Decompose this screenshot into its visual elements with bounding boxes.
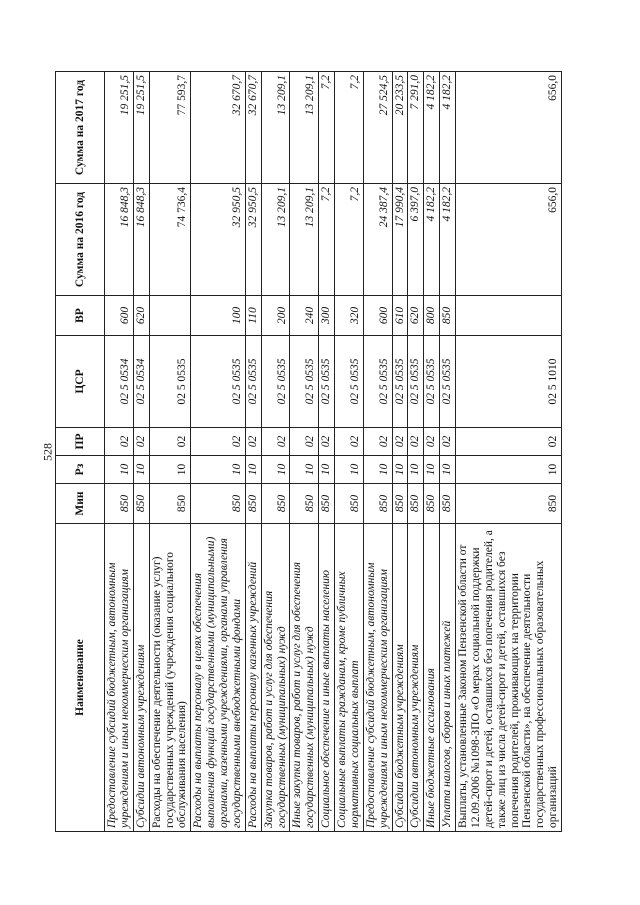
header-csr: ЦСР — [56, 336, 105, 428]
cell-sum2017: 4 182,2 — [440, 72, 456, 184]
budget-table — [55, 71, 562, 832]
cell-pr: 02 — [440, 428, 456, 456]
cell-sum2017: 27 524,5 — [363, 72, 392, 184]
cell-csr: 02 5 0535 — [440, 336, 456, 428]
cell-sum2017: 13 209,1 — [261, 72, 290, 184]
cell-sum2017: 7,2 — [335, 72, 364, 184]
table-row — [335, 72, 364, 832]
cell-min: 850 — [149, 484, 191, 524]
cell-sum2016: 32 950,5 — [191, 184, 246, 296]
cell-name: Социальное обеспечение и иные выплаты населению — [319, 524, 335, 832]
cell-sum2016: 32 950,5 — [245, 184, 261, 296]
cell-name: Иные бюджетные ассигнования — [424, 524, 440, 832]
cell-vr: 610 — [392, 296, 408, 336]
cell-sum2017: 19 251,5 — [133, 72, 149, 184]
cell-vr: 600 — [105, 296, 134, 336]
cell-vr: 300 — [319, 296, 335, 336]
cell-rz: 10 — [335, 456, 364, 484]
table-row — [456, 72, 562, 832]
header-name: Наименование — [56, 524, 105, 832]
page-number: 528 — [40, 443, 55, 461]
header-sum-2016: Сумма на 2016 год — [56, 184, 105, 296]
cell-sum2017: 7 291,0 — [408, 72, 424, 184]
cell-rz: 10 — [149, 456, 191, 484]
table-row — [133, 72, 149, 832]
cell-sum2016: 74 736,4 — [149, 184, 191, 296]
table-row — [424, 72, 440, 832]
cell-rz: 10 — [363, 456, 392, 484]
cell-name: Субсидии бюджетным учреждениям — [392, 524, 408, 832]
cell-rz: 10 — [440, 456, 456, 484]
table-row — [245, 72, 261, 832]
cell-vr: 240 — [290, 296, 319, 336]
cell-min: 850 — [392, 484, 408, 524]
cell-name: Расходы на выплаты персоналу в целях обеспечения выполнения функций государственными (муниципальными) органами, казенными учреждениями, органами управления государственными внебюджетными фондами — [191, 524, 246, 832]
cell-min: 850 — [133, 484, 149, 524]
cell-pr: 02 — [290, 428, 319, 456]
cell-sum2016: 7,2 — [319, 184, 335, 296]
cell-name: Субсидии автономным учреждениям — [408, 524, 424, 832]
cell-csr: 02 5 0535 — [245, 336, 261, 428]
rotated-table-wrapper — [55, 72, 585, 832]
table-row — [408, 72, 424, 832]
cell-pr: 02 — [363, 428, 392, 456]
cell-rz: 10 — [456, 456, 562, 484]
cell-pr: 02 — [105, 428, 134, 456]
cell-sum2017: 4 182,2 — [424, 72, 440, 184]
cell-vr: 100 — [191, 296, 246, 336]
cell-pr: 02 — [245, 428, 261, 456]
cell-sum2017: 656,0 — [456, 72, 562, 184]
cell-csr: 02 5 0535 — [424, 336, 440, 428]
cell-min: 850 — [456, 484, 562, 524]
table-row — [149, 72, 191, 832]
cell-min: 850 — [261, 484, 290, 524]
cell-sum2016: 13 209,1 — [261, 184, 290, 296]
table-body — [105, 72, 562, 832]
cell-min: 850 — [245, 484, 261, 524]
table-row — [319, 72, 335, 832]
cell-rz: 10 — [424, 456, 440, 484]
cell-rz: 10 — [290, 456, 319, 484]
table-row — [392, 72, 408, 832]
cell-name: Иные закупки товаров, работ и услуг для обеспечения государственных (муниципальных) нужд — [290, 524, 319, 832]
cell-name: Уплата налогов, сборов и иных платежей — [440, 524, 456, 832]
cell-min: 850 — [105, 484, 134, 524]
cell-sum2017: 77 593,7 — [149, 72, 191, 184]
cell-min: 850 — [290, 484, 319, 524]
cell-csr: 02 5 0534 — [133, 336, 149, 428]
cell-sum2016: 4 182,2 — [440, 184, 456, 296]
cell-min: 850 — [408, 484, 424, 524]
cell-pr: 02 — [456, 428, 562, 456]
cell-rz: 10 — [261, 456, 290, 484]
cell-pr: 02 — [149, 428, 191, 456]
cell-vr: 850 — [440, 296, 456, 336]
header-min: Мин — [56, 484, 105, 524]
cell-csr: 02 5 0535 — [408, 336, 424, 428]
cell-pr: 02 — [319, 428, 335, 456]
cell-csr: 02 5 0535 — [392, 336, 408, 428]
cell-min: 850 — [363, 484, 392, 524]
cell-vr — [149, 296, 191, 336]
cell-min: 850 — [191, 484, 246, 524]
cell-name: Социальные выплаты гражданам, кроме публичных нормативных социальных выплат — [335, 524, 364, 832]
cell-rz: 10 — [319, 456, 335, 484]
cell-min: 850 — [440, 484, 456, 524]
cell-csr: 02 5 0535 — [319, 336, 335, 428]
cell-name: Выплаты, установленные Законом Пензенской области от 12.09.2006 №1098-ЗПО «О мерах социальной поддержки детей-сирот и детей, оставшихся без попечения родителей, а также лиц из числа детей-сирот и детей, оставшихся без попечения родителей, проживающих на территории Пензенской области», на обеспечение деятельности государственных профессиональных образовательных организаций — [456, 524, 562, 832]
cell-sum2016: 4 182,2 — [424, 184, 440, 296]
cell-sum2016: 17 990,4 — [392, 184, 408, 296]
cell-sum2016: 13 209,1 — [290, 184, 319, 296]
cell-vr — [456, 296, 562, 336]
cell-csr: 02 5 0535 — [363, 336, 392, 428]
cell-csr: 02 5 0534 — [105, 336, 134, 428]
table-row — [105, 72, 134, 832]
cell-vr: 110 — [245, 296, 261, 336]
cell-vr: 320 — [335, 296, 364, 336]
cell-name: Предоставление субсидий бюджетным, автономным учреждениям и иным некоммерческим организациям — [105, 524, 134, 832]
header-rz: Рз — [56, 456, 105, 484]
cell-csr: 02 5 0535 — [261, 336, 290, 428]
cell-rz: 10 — [408, 456, 424, 484]
cell-name: Субсидии автономным учреждениям — [133, 524, 149, 832]
cell-rz: 10 — [105, 456, 134, 484]
cell-rz: 10 — [191, 456, 246, 484]
cell-name: Предоставление субсидий бюджетным, автономным учреждениям и иным некоммерческим организациям — [363, 524, 392, 832]
cell-name: Закупка товаров, работ и услуг для обеспечения государственных (муниципальных) нужд — [261, 524, 290, 832]
table-row — [363, 72, 392, 832]
cell-sum2016: 6 397,0 — [408, 184, 424, 296]
cell-vr: 620 — [408, 296, 424, 336]
cell-name: Расходы на обеспечение деятельности (оказание услуг) государственных учреждений (учреждения социального обслуживания населения) — [149, 524, 191, 832]
header-vr: ВР — [56, 296, 105, 336]
table-row — [290, 72, 319, 832]
header-sum-2017: Сумма на 2017 год — [56, 72, 105, 184]
cell-pr: 02 — [408, 428, 424, 456]
table-row — [191, 72, 246, 832]
cell-name: Расходы на выплаты персоналу казенных учреждений — [245, 524, 261, 832]
cell-rz: 10 — [245, 456, 261, 484]
cell-pr: 02 — [191, 428, 246, 456]
cell-sum2017: 19 251,5 — [105, 72, 134, 184]
cell-rz: 10 — [392, 456, 408, 484]
cell-sum2017: 32 670,7 — [191, 72, 246, 184]
cell-sum2017: 7,2 — [319, 72, 335, 184]
cell-pr: 02 — [133, 428, 149, 456]
cell-sum2016: 24 387,4 — [363, 184, 392, 296]
cell-min: 850 — [335, 484, 364, 524]
cell-sum2016: 16 848,3 — [105, 184, 134, 296]
cell-pr: 02 — [424, 428, 440, 456]
table-row — [440, 72, 456, 832]
cell-sum2016: 16 848,3 — [133, 184, 149, 296]
cell-csr: 02 5 0535 — [335, 336, 364, 428]
cell-csr: 02 5 0535 — [290, 336, 319, 428]
cell-sum2017: 20 233,5 — [392, 72, 408, 184]
cell-pr: 02 — [335, 428, 364, 456]
cell-pr: 02 — [392, 428, 408, 456]
cell-sum2016: 656,0 — [456, 184, 562, 296]
cell-vr: 600 — [363, 296, 392, 336]
cell-min: 850 — [319, 484, 335, 524]
cell-sum2017: 13 209,1 — [290, 72, 319, 184]
cell-vr: 200 — [261, 296, 290, 336]
cell-min: 850 — [424, 484, 440, 524]
cell-sum2016: 7,2 — [335, 184, 364, 296]
cell-sum2017: 32 670,7 — [245, 72, 261, 184]
cell-pr: 02 — [261, 428, 290, 456]
cell-csr: 02 5 0535 — [191, 336, 246, 428]
cell-rz: 10 — [133, 456, 149, 484]
table-row — [261, 72, 290, 832]
cell-vr: 620 — [133, 296, 149, 336]
table-header-row — [56, 72, 105, 832]
cell-vr: 800 — [424, 296, 440, 336]
cell-csr: 02 5 1010 — [456, 336, 562, 428]
header-pr: ПР — [56, 428, 105, 456]
cell-csr: 02 5 0535 — [149, 336, 191, 428]
